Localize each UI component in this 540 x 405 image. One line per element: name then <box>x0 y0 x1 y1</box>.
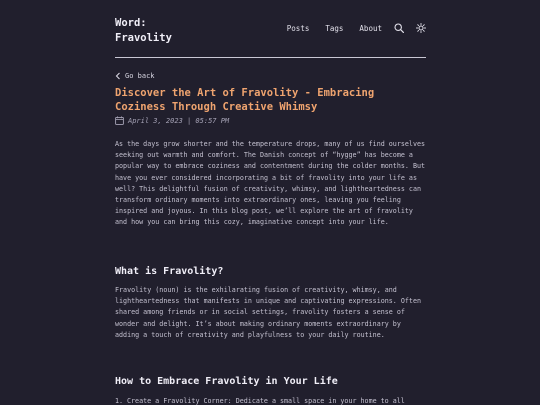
nav-about[interactable]: About <box>359 23 382 33</box>
chevron-left-icon <box>115 72 121 80</box>
go-back-link[interactable] <box>115 72 155 80</box>
site-header <box>115 14 426 58</box>
post-meta <box>115 116 229 125</box>
list-item-number: 1. <box>115 397 124 405</box>
ordered-list <box>115 396 426 405</box>
calendar-icon <box>115 116 124 125</box>
section-heading-how-to: How to Embrace Fravolity in Your Life <box>115 376 338 387</box>
list-item <box>115 396 426 405</box>
post-title: Discover the Art of Fravolity - Embracing Coziness Through Creative Whimsy <box>115 87 375 113</box>
definition-paragraph: Fravolity (noun) is the exhilarating fusion of creativity, whimsy, and lightheartedness that manifests in unique and captivating expressions. Often shared among friends or in social settings, fravolity fosters a sense of wonder and delight. It’s about making ordinary moments extraordinary by adding a touch of creativity and playfulness to your daily routine. <box>115 286 421 339</box>
nav-posts[interactable]: Posts <box>286 23 310 33</box>
post-date: April 3, 2023 | 05:57 PM <box>128 116 230 125</box>
go-back-label: Go back <box>125 72 155 80</box>
nav-tags[interactable]: Tags <box>325 23 344 33</box>
list-item-text: Create a Fravolity Corner: Dedicate a small space in your home to all <box>127 397 405 405</box>
main-nav <box>271 23 426 33</box>
site-title[interactable]: Word: Fravolity <box>115 17 172 44</box>
intro-paragraph: As the days grow shorter and the temperature drops, many of us find ourselves seeking out warmth and comfort. The Danish concept of “hygge” has become a popular way to embrace coziness and contentment during the colder months. But have you ever considered incorporating a bit of fravolity into your life as well? This delightful fusion of creativity, whimsy, and lightheartedness can transform ordinary moments into extraordinary ones, leaving you feeling inspired and joyous. In this blog post, we’ll explore the art of fravolity and how you can bring this cozy, imaginative concept into your life. <box>115 140 426 227</box>
search-icon[interactable] <box>394 23 404 33</box>
sun-icon[interactable] <box>416 23 426 33</box>
section-heading-what-is: What is Fravolity? <box>115 266 224 277</box>
